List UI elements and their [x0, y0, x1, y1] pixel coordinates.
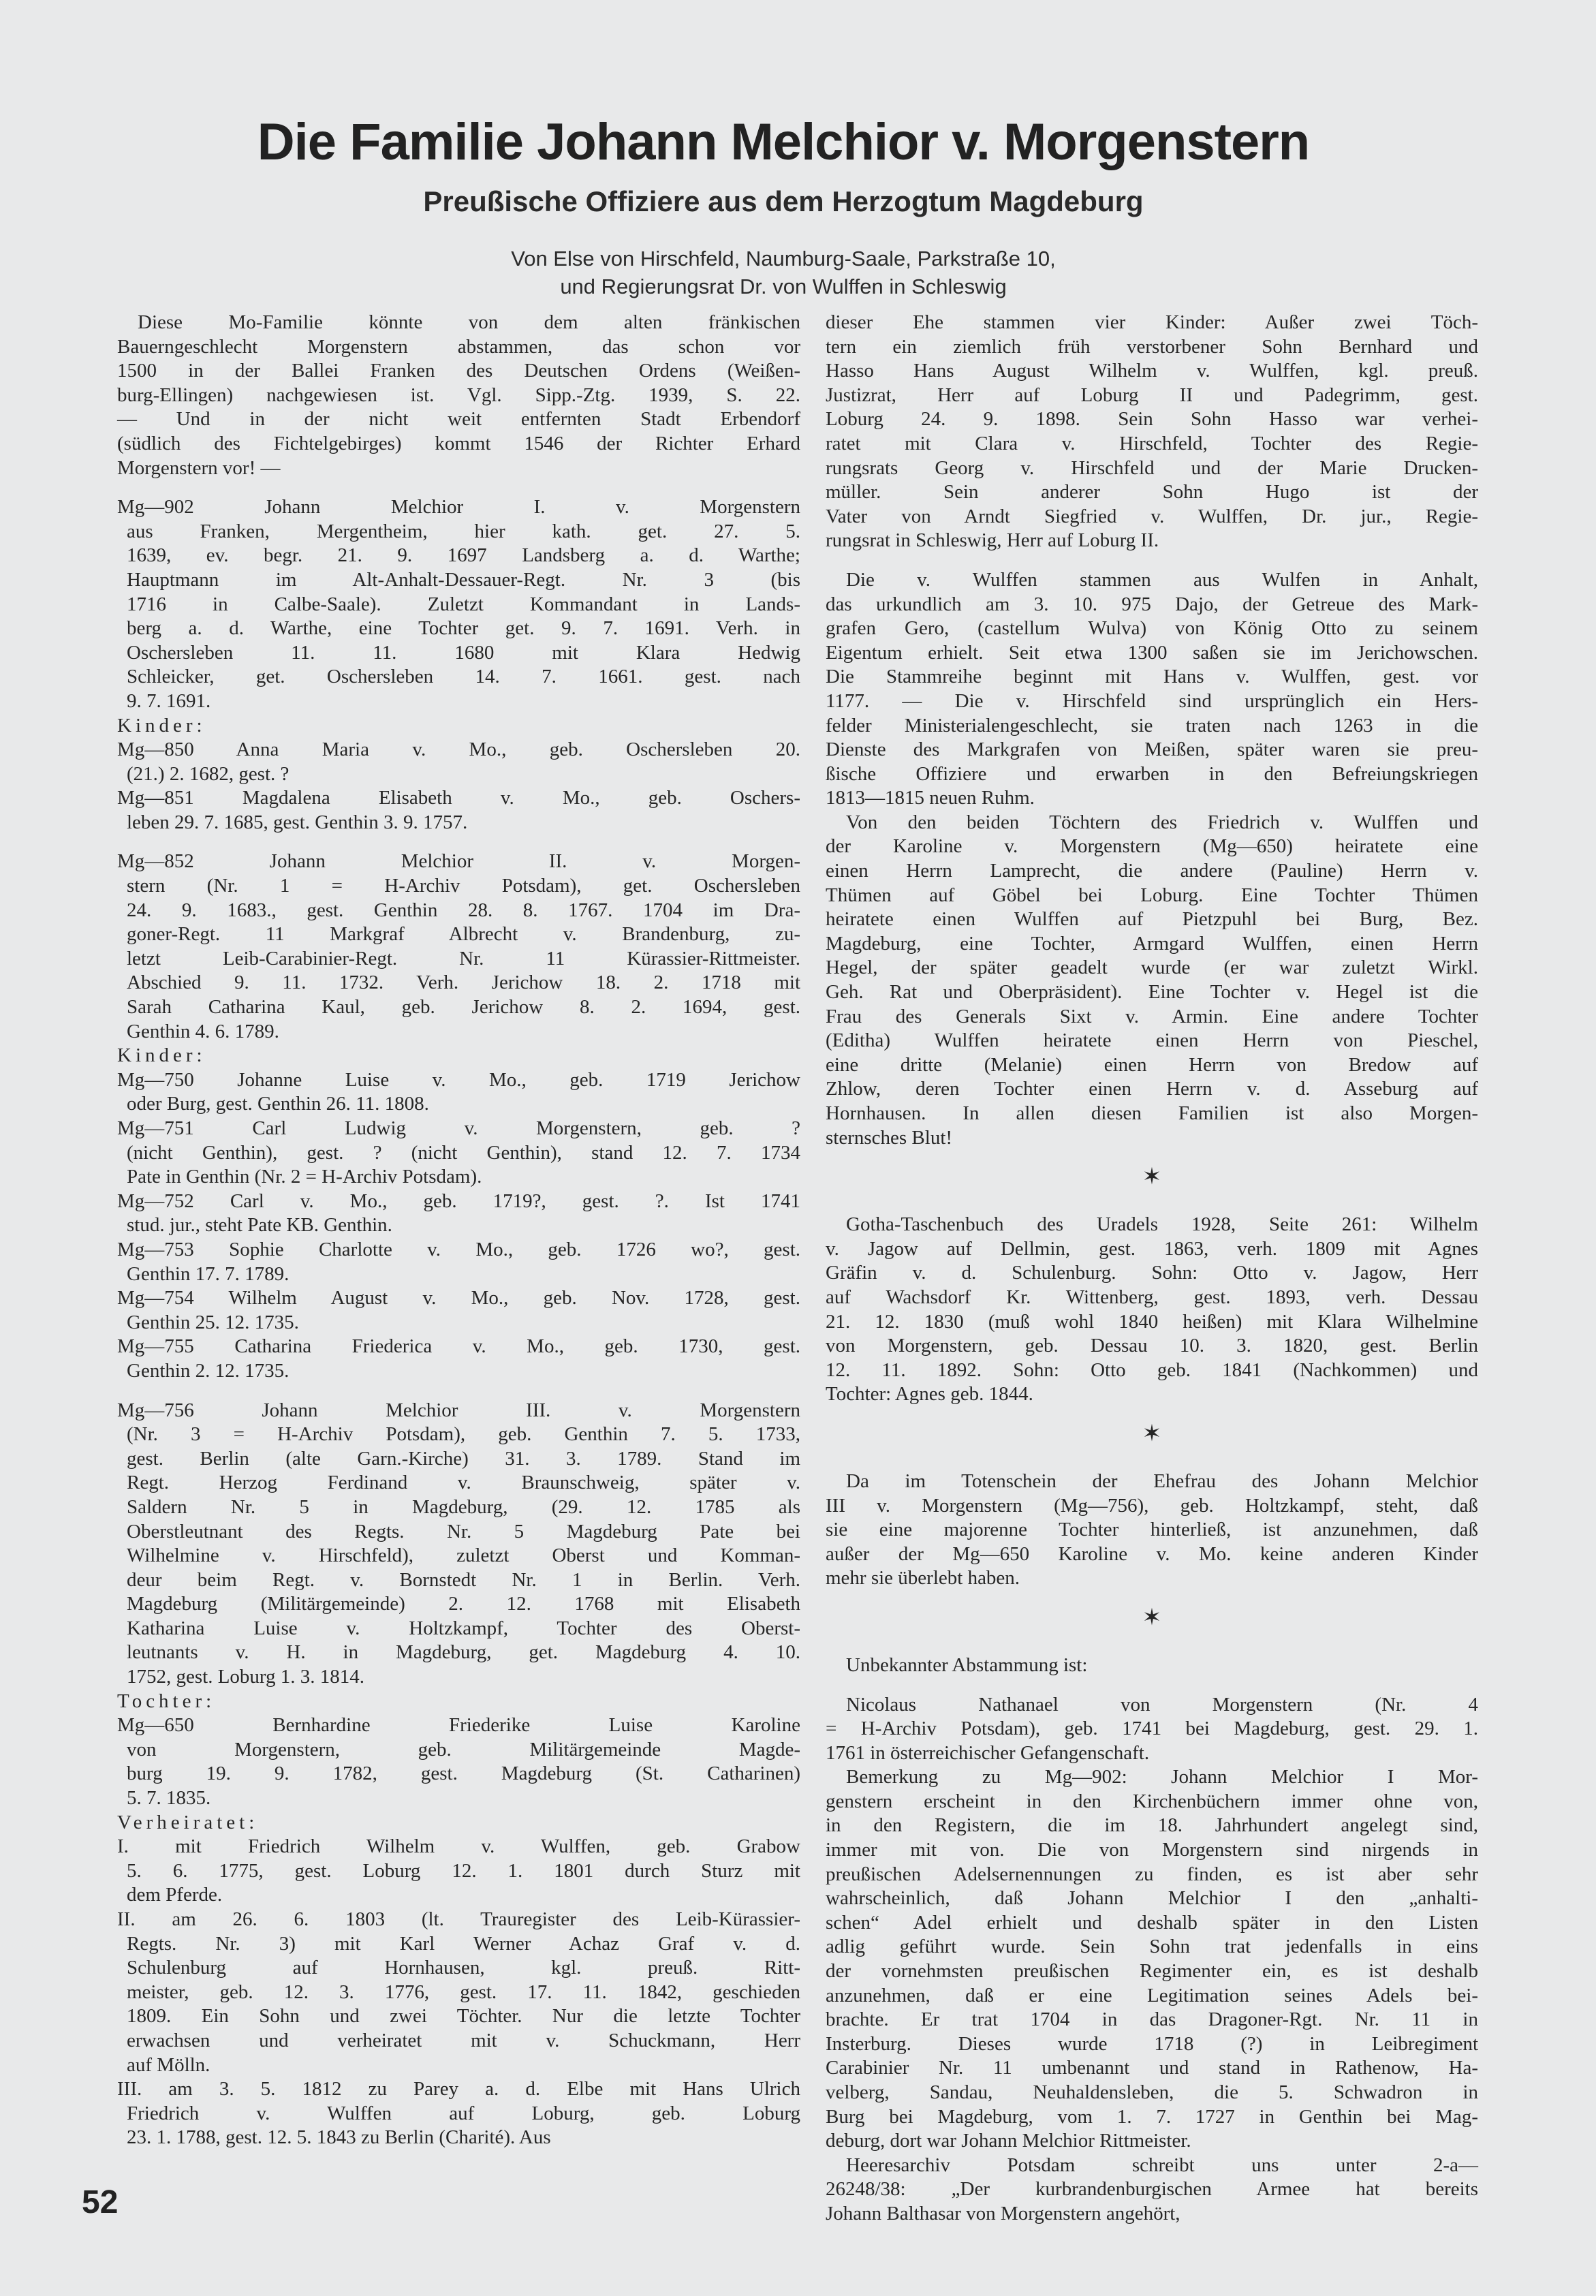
text-line: Hegel, der später geadelt wurde (er war zuletzt Wirkl.: [826, 957, 1478, 979]
paragraph: [117, 311, 800, 480]
text-line: Oberstleutnant des Regts. Nr. 5 Magdeburg Pate bei: [127, 1520, 800, 1542]
genealogy-entry: [117, 786, 800, 835]
text-line: Magdeburg, eine Tochter, Armgard Wulffen, einen Herrn: [826, 932, 1478, 955]
text-line: Magdeburg (Militärgemeinde) 2. 12. 1768 mit Elisabeth: [127, 1593, 800, 1615]
text-line: 1752, gest. Loburg 1. 3. 1814.: [127, 1666, 365, 1688]
text-line: (südlich des Fichtelgebirges) kommt 1546 der Richter Erhard: [117, 432, 800, 454]
text-line: Geh. Rat und Oberpräsident). Eine Tochter v. Hegel ist die: [826, 981, 1478, 1004]
genealogy-entry: [117, 850, 800, 1044]
text-line: (Editha) Wulffen heiratete einen Herrn von Pieschel,: [826, 1029, 1478, 1052]
author-byline-continued: und Regierungsrat Dr. von Wulffen in Schleswig: [560, 275, 1007, 298]
text-line: III. am 3. 5. 1812 zu Parey a. d. Elbe mit Hans Ulrich: [117, 2078, 800, 2100]
text-line: Loburg 24. 9. 1898. Sein Sohn Hasso war verhei-: [826, 408, 1478, 431]
article-subtitle: Preußische Offiziere aus dem Herzogtum Magdeburg: [423, 185, 1144, 217]
genealogy-entry: [117, 495, 800, 713]
text-line: Die v. Wulffen stammen aus Wulfen in Anhalt,: [846, 568, 1478, 591]
text-line: auf Mölln.: [127, 2053, 210, 2076]
text-line: rungsrat in Schleswig, Herr auf Loburg II.: [826, 529, 1159, 552]
text-line: brachte. Er trat 1704 in das Dragoner-Rgt. Nr. 11 in: [826, 2008, 1478, 2031]
genealogy-entry: [117, 1238, 800, 1286]
text-line: Mg—753 Sophie Charlotte v. Mo., geb. 1726 wo?, gest.: [117, 1238, 800, 1260]
section-label: [117, 1690, 800, 1714]
text-line: ratet mit Clara v. Hirschfeld, Tochter des Regie-: [826, 432, 1478, 454]
text-line: genstern erscheint in den Kirchenbüchern immer ohne von,: [826, 1790, 1478, 1812]
text-line: Mg—750 Johanne Luise v. Mo., geb. 1719 Jerichow: [117, 1068, 800, 1091]
text-line: 5. 7. 1835.: [127, 1787, 211, 1810]
text-line: adlig geführt wurde. Sein Sohn trat jedenfalls in eins: [826, 1936, 1478, 1958]
genealogy-entry: [117, 1713, 800, 1810]
text-line: deburg, dort war Johann Melchior Rittmeister.: [826, 2130, 1191, 2152]
text-line: 12. 11. 1892. Sohn: Otto geb. 1841 (Nachkommen) und: [826, 1359, 1478, 1381]
text-line: Johann Balthasar von Morgenstern angehört,: [826, 2202, 1180, 2224]
text-line: — Und in der nicht weit entfernten Stadt Erbendorf: [117, 408, 800, 431]
text-line: außer der Mg—650 Karoline v. Mo. keine anderen Kinder: [826, 1542, 1478, 1565]
text-line: Genthin 2. 12. 1735.: [127, 1359, 290, 1382]
text-line: Mg—852 Johann Melchior II. v. Morgen-: [117, 850, 800, 873]
text-line: 24. 9. 1683., gest. Genthin 28. 8. 1767. 1704 im Dra-: [127, 899, 800, 921]
text-line: 1500 in der Ballei Franken des Deutschen Ordens (Weißen-: [117, 360, 800, 382]
text-line: goner-Regt. 11 Markgraf Albrecht v. Brandenburg, zu-: [127, 923, 800, 946]
text-line: Bauerngeschlecht Morgenstern abstammen, das schon vor: [117, 335, 800, 358]
text-line: burg 19. 9. 1782, gest. Magdeburg (St. Catharinen): [127, 1763, 800, 1785]
genealogy-entry: [117, 1908, 800, 2077]
text-line: Thümen auf Göbel bei Loburg. Eine Tochter Thümen: [826, 884, 1478, 906]
text-line: Verheiratet:: [117, 1811, 259, 1833]
text-line: ßische Offiziere und erwarben in den Befreiungskriegen: [826, 762, 1478, 785]
genealogy-entry: [117, 2077, 800, 2150]
paragraph: [826, 2154, 1478, 2227]
text-line: stud. jur., steht Pate KB. Genthin.: [127, 1214, 392, 1237]
text-line: grafen Gero, (castellum Wulva) von König Otto zu seinem: [826, 617, 1478, 640]
text-line: Mg—754 Wilhelm August v. Mo., geb. Nov. 1728, gest.: [117, 1287, 800, 1309]
text-line: Gotha-Taschenbuch des Uradels 1928, Seite 261: Wilhelm: [846, 1213, 1478, 1236]
text-line: 26248/38: „Der kurbrandenburgischen Armee hat bereits: [826, 2178, 1478, 2201]
text-line: Mg—751 Carl Ludwig v. Morgenstern, geb. ?: [117, 1117, 800, 1139]
genealogy-entry: [117, 1835, 800, 1908]
text-line: Morgenstern vor! —: [117, 456, 281, 479]
text-line: burg-Ellingen) nachgewiesen ist. Vgl. Sipp.-Ztg. 1939, S. 22.: [117, 384, 800, 406]
text-line: 1809. Ein Sohn und zwei Töchter. Nur die letzte Tochter: [127, 2005, 800, 2028]
paragraph: [826, 568, 1478, 811]
paragraph: [826, 1654, 1478, 1678]
genealogy-entry: [117, 1190, 800, 1238]
text-line: immer mit von. Die von Morgenstern sind nirgends in: [826, 1839, 1478, 1861]
text-line: Mg—752 Carl v. Mo., geb. 1719?, gest. ?. Ist 1741: [117, 1190, 800, 1212]
text-line: einen Herrn Lamprecht, die andere (Pauline) Herrn v.: [826, 860, 1478, 882]
text-line: Regt. Herzog Ferdinand v. Braunschweig, später v.: [127, 1472, 800, 1494]
text-line: Frau des Generals Sixt v. Armin. Eine andere Tochter: [826, 1005, 1478, 1027]
text-line: tern ein ziemlich früh verstorbener Sohn Bernhard und: [826, 335, 1478, 358]
text-line: I. mit Friedrich Wilhelm v. Wulffen, geb. Grabow: [117, 1835, 800, 1858]
author-byline: Von Else von Hirschfeld, Naumburg-Saale, Parkstraße 10,: [511, 247, 1056, 270]
text-line: Mg—755 Catharina Friederica v. Mo., geb. 1730, gest.: [117, 1335, 800, 1358]
text-line: berg a. d. Warthe, eine Tochter get. 9. 7. 1691. Verh. in: [127, 617, 800, 640]
text-line: von Morgenstern, geb. Dessau 10. 3. 1820, gest. Berlin: [826, 1335, 1478, 1357]
text-line: Unbekannter Abstammung ist:: [846, 1654, 1088, 1676]
text-line: gest. Berlin (alte Garn.-Kirche) 31. 3. 1789. Stand im: [127, 1447, 800, 1470]
text-line: (Nr. 3 = H-Archiv Potsdam), geb. Genthin 7. 5. 1733,: [127, 1423, 800, 1446]
text-line: Gräfin v. d. Schulenburg. Sohn: Otto v. Jagow, Herr: [826, 1262, 1478, 1284]
text-line: v. Jagow auf Dellmin, gest. 1863, verh. 1809 mit Agnes: [826, 1237, 1478, 1260]
text-line: oder Burg, gest. Genthin 26. 11. 1808.: [127, 1093, 429, 1115]
text-line: Tochter: Agnes geb. 1844.: [826, 1383, 1033, 1406]
text-line: Mg—650 Bernhardine Friederike Luise Karoline: [117, 1714, 800, 1737]
text-line: Abschied 9. 11. 1732. Verh. Jerichow 18. 2. 1718 mit: [127, 972, 800, 994]
text-line: Nicolaus Nathanael von Morgenstern (Nr. 4: [846, 1693, 1478, 1716]
star-separator-icon: ✶: [1142, 1163, 1162, 1191]
text-line: Diese Mo-Familie könnte von dem alten fränkischen: [138, 311, 800, 333]
text-line: felder Ministerialengeschlecht, sie traten nach 1263 in die: [826, 714, 1478, 736]
text-line: Heeresarchiv Potsdam schreibt uns unter 2-a—: [846, 2154, 1478, 2176]
text-line: stern (Nr. 1 = H-Archiv Potsdam), get. Oschersleben: [127, 875, 800, 897]
text-line: anzunehmen, daß er eine Legitimation seines Adels bei-: [826, 1984, 1478, 2006]
text-line: Mg—851 Magdalena Elisabeth v. Mo., geb. Oschers-: [117, 787, 800, 809]
text-line: Von den beiden Töchtern des Friedrich v. Wulffen und: [846, 811, 1478, 833]
text-line: 23. 1. 1788, gest. 12. 5. 1843 zu Berlin (Charité). Aus: [127, 2126, 551, 2149]
text-line: Schleicker, get. Oschersleben 14. 7. 1661. gest. nach: [127, 666, 800, 688]
text-line: wahrscheinlich, daß Johann Melchior I den „anhalti-: [826, 1887, 1478, 1910]
text-line: II. am 26. 6. 1803 (lt. Trauregister des Leib-Kürassier-: [117, 1908, 800, 1930]
text-line: in den Registern, die im 18. Jahrhundert angelegt sind,: [826, 1814, 1478, 1837]
text-line: Oschersleben 11. 11. 1680 mit Klara Hedwig: [127, 641, 800, 664]
text-line: Wilhelmine v. Hirschfeld), zuletzt Oberst und Komman-: [127, 1545, 800, 1567]
text-line: Vater von Arndt Siegfried v. Wulffen, Dr. jur., Regie-: [826, 505, 1478, 527]
text-line: Hornhausen. In allen diesen Familien ist also Morgen-: [826, 1102, 1478, 1124]
text-line: heiratete einen Wulffen auf Pietzpuhl bei Burg, Bez.: [826, 908, 1478, 931]
text-line: Friedrich v. Wulffen auf Loburg, geb. Loburg: [127, 2102, 800, 2124]
text-line: Justizrat, Herr auf Loburg II und Padegrimm, gest.: [826, 384, 1478, 406]
text-line: velberg, Sandau, Neuhaldensleben, die 5. Schwadron in: [826, 2081, 1478, 2103]
section-label: [117, 1044, 800, 1068]
text-line: meister, geb. 12. 3. 1776, gest. 17. 11. 1842, geschieden: [127, 1981, 800, 2003]
text-line: Hauptmann im Alt-Anhalt-Dessauer-Regt. Nr. 3 (bis: [127, 568, 800, 591]
genealogy-entry: [117, 1399, 800, 1690]
text-line: 21. 12. 1830 (muß wohl 1840 heißen) mit Klara Wilhelmine: [826, 1310, 1478, 1333]
text-line: der vornehmsten preußischen Regimenter ein, es ist deshalb: [826, 1960, 1478, 1983]
left-column: [117, 311, 800, 2150]
text-line: 1639, ev. begr. 21. 9. 1697 Landsberg a. d. Warthe;: [127, 544, 800, 567]
text-line: 1177. — Die v. Hirschfeld sind ursprünglich ein Hers-: [826, 689, 1478, 712]
page-number: 52: [82, 2184, 119, 2220]
text-line: 1716 in Calbe-Saale). Zuletzt Kommandant in Lands-: [127, 593, 800, 615]
text-line: Zhlow, deren Tochter einen Herrn v. d. Asseburg auf: [826, 1078, 1478, 1100]
text-line: rungsrats Georg v. Hirschfeld und der Marie Drucken-: [826, 456, 1478, 479]
text-line: müller. Sein anderer Sohn Hugo ist der: [826, 481, 1478, 503]
text-line: Pate in Genthin (Nr. 2 = H-Archiv Potsdam).: [127, 1166, 482, 1188]
paragraph: [826, 1470, 1478, 1591]
genealogy-entry: [117, 1286, 800, 1335]
text-line: Genthin 4. 6. 1789.: [127, 1020, 279, 1042]
text-line: Bemerkung zu Mg—902: Johann Melchior I Mor-: [846, 1766, 1478, 1788]
paragraph: [826, 311, 1478, 553]
text-line: Eigentum erhielt. Seit etwa 1300 saßen sie im Jerichowschen.: [826, 641, 1478, 664]
text-line: der Karoline v. Morgenstern (Mg—650) heiratete eine: [826, 835, 1478, 858]
text-line: Mg—902 Johann Melchior I. v. Morgenstern: [117, 496, 800, 518]
section-label: [117, 714, 800, 739]
text-line: 5. 6. 1775, gest. Loburg 12. 1. 1801 durch Sturz mit: [127, 1859, 800, 1882]
text-line: schen“ Adel erhielt und deshalb später in den Listen: [826, 1911, 1478, 1934]
star-separator-icon: ✶: [1142, 1603, 1162, 1631]
text-line: das urkundlich am 3. 10. 975 Dajo, der Getreue des Mark-: [826, 593, 1478, 615]
text-line: Genthin 25. 12. 1735.: [127, 1311, 299, 1333]
text-line: mehr sie überlebt haben.: [826, 1567, 1020, 1589]
genealogy-entry: [117, 738, 800, 786]
text-line: Kinder:: [117, 1044, 206, 1067]
text-line: Hasso Hans August Wilhelm v. Wulffen, kgl. preuß.: [826, 360, 1478, 382]
text-line: letzt Leib-Carabinier-Regt. Nr. 11 Kürassier-Rittmeister.: [127, 947, 800, 969]
text-line: Mg—756 Johann Melchior III. v. Morgenstern: [117, 1399, 800, 1421]
text-line: Burg bei Magdeburg, vom 1. 7. 1727 in Genthin bei Mag-: [826, 2105, 1478, 2128]
text-line: eine dritte (Melanie) einen Herrn von Bredow auf: [826, 1053, 1478, 1076]
text-line: Kinder:: [117, 714, 206, 736]
text-line: (21.) 2. 1682, gest. ?: [127, 762, 290, 785]
text-line: deur beim Regt. v. Bornstedt Nr. 1 in Berlin. Verh.: [127, 1568, 800, 1591]
text-line: Schulenburg auf Hornhausen, kgl. preuß. Ritt-: [127, 1957, 800, 1979]
text-line: Mg—850 Anna Maria v. Mo., geb. Oschersleben 20.: [117, 739, 800, 761]
text-line: (nicht Genthin), gest. ? (nicht Genthin), stand 12. 7. 1734: [127, 1141, 800, 1164]
text-line: Die Stammreihe beginnt mit Hans v. Wulffen, gest. vor: [826, 666, 1478, 688]
text-line: leben 29. 7. 1685, gest. Genthin 3. 9. 1757.: [127, 811, 468, 833]
text-line: 9. 7. 1691.: [127, 689, 211, 712]
text-line: 1761 in österreichischer Gefangenschaft.: [826, 1741, 1150, 1764]
paragraph: [826, 1213, 1478, 1407]
text-line: Dienste des Markgrafen von Meißen, später waren sie preu-: [826, 739, 1478, 761]
text-line: erwachsen und verheiratet mit v. Schuckmann, Herr: [127, 2029, 800, 2051]
text-line: dieser Ehe stammen vier Kinder: Außer zwei Töch-: [826, 311, 1478, 333]
section-label: [117, 1811, 800, 1835]
star-separator-icon: ✶: [1142, 1419, 1162, 1447]
genealogy-entry: [117, 1117, 800, 1190]
text-line: sternsches Blut!: [826, 1126, 953, 1149]
article-title: Die Familie Johann Melchior v. Morgenstern: [257, 113, 1310, 171]
text-line: Tochter:: [117, 1690, 216, 1712]
text-line: Saldern Nr. 5 in Magdeburg, (29. 12. 1785 als: [127, 1495, 800, 1518]
text-line: = H-Archiv Potsdam), geb. 1741 bei Magdeburg, gest. 29. 1.: [826, 1718, 1478, 1740]
paragraph: [826, 1693, 1478, 1766]
text-line: sie eine majorenne Tochter hinterließ, ist anzunehmen, daß: [826, 1519, 1478, 1541]
text-line: Carabinier Nr. 11 umbenannt und stand in Rathenow, Ha-: [826, 2057, 1478, 2079]
text-line: 1813—1815 neuen Ruhm.: [826, 787, 1035, 809]
text-line: von Morgenstern, geb. Militärgemeinde Magde-: [127, 1738, 800, 1760]
text-line: leutnants v. H. in Magdeburg, get. Magdeburg 4. 10.: [127, 1641, 800, 1664]
text-line: aus Franken, Mergentheim, hier kath. get. 27. 5.: [127, 520, 800, 542]
text-line: Katharina Luise v. Holtzkampf, Tochter des Oberst-: [127, 1617, 800, 1639]
paragraph: [826, 811, 1478, 1150]
genealogy-entry: [117, 1068, 800, 1117]
text-line: Sarah Catharina Kaul, geb. Jerichow 8. 2. 1694, gest.: [127, 996, 800, 1019]
paragraph: [826, 1765, 1478, 2154]
text-line: auf Wachsdorf Kr. Wittenberg, gest. 1893, verh. Dessau: [826, 1286, 1478, 1308]
text-line: dem Pferde.: [127, 1884, 223, 1906]
text-line: Da im Totenschein der Ehefrau des Johann Melchior: [846, 1470, 1478, 1492]
text-line: Regts. Nr. 3) mit Karl Werner Achaz Graf v. d.: [127, 1932, 800, 1955]
text-line: Insterburg. Dieses wurde 1718 (?) in Leibregiment: [826, 2032, 1478, 2055]
text-line: Genthin 17. 7. 1789.: [127, 1262, 290, 1285]
text-line: preußischen Adelsernennungen zu finden, es ist aber sehr: [826, 1863, 1478, 1885]
right-column: [826, 311, 1478, 2227]
text-line: III v. Morgenstern (Mg—756), geb. Holtzkampf, steht, daß: [826, 1494, 1478, 1517]
genealogy-entry: [117, 1335, 800, 1383]
